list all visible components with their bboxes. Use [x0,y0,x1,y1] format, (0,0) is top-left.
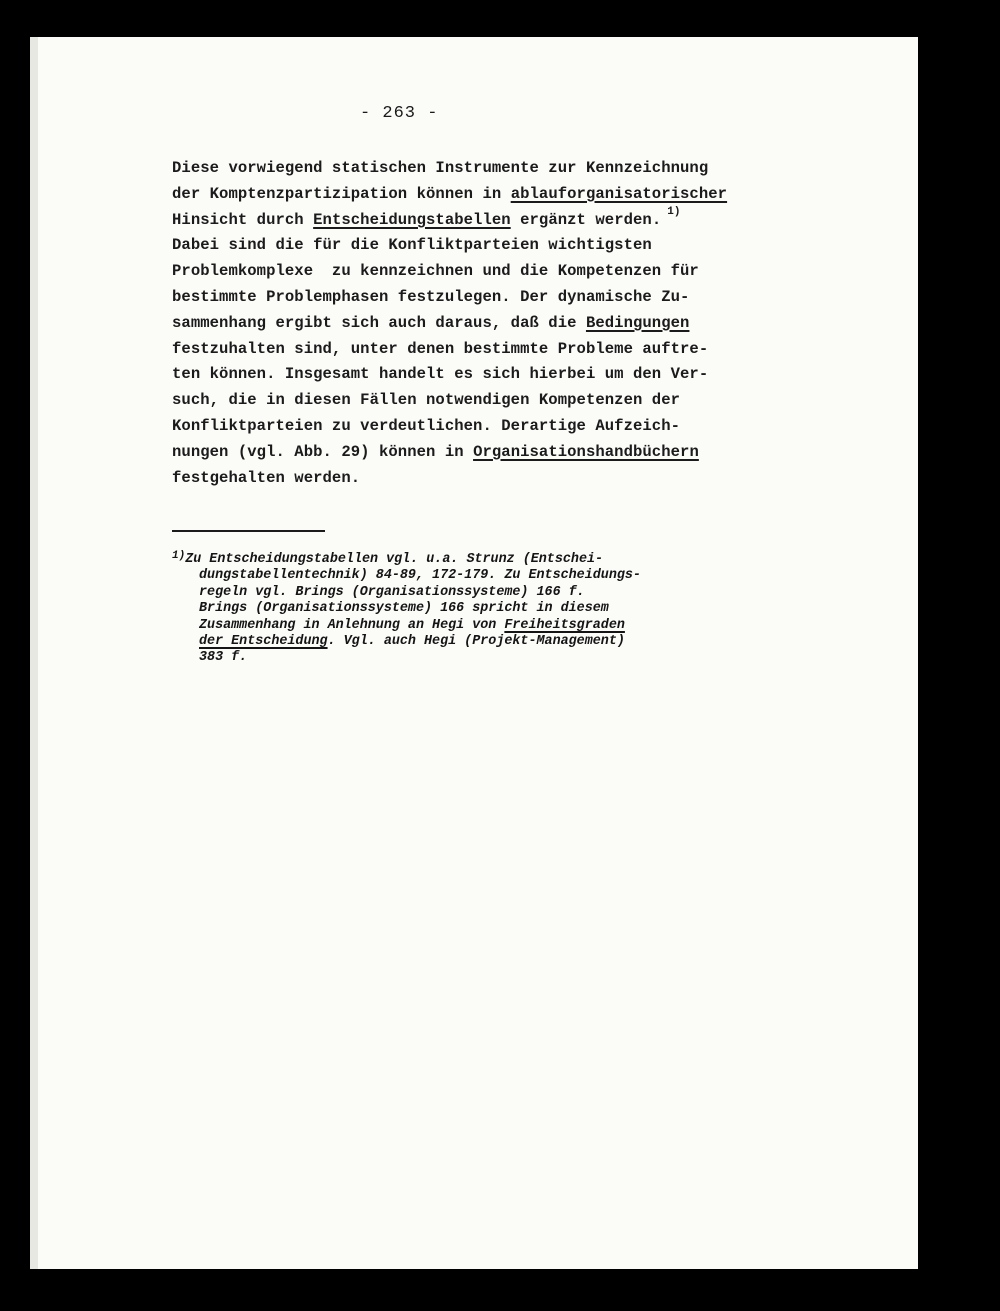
text-line [172,182,812,208]
text-line: Dabei sind die für die Konfliktparteien wichtigsten [172,236,652,255]
footnote-line: regeln vgl. Brings (Organisationssysteme) 166 f. [199,584,585,600]
text-span: . Vgl. auch Hegi (Projekt-Management) [327,633,625,649]
text-span: Hinsicht durch [172,210,314,229]
footnote-separator [172,530,325,532]
text-line: such, die in diesen Fällen notwendigen Kompetenzen der [172,391,681,410]
text-line: Diese vorwiegend statischen Instrumente zur Kennzeichnung [172,159,709,177]
text-span: Zusammenhang in Anlehnung an Hegi von [199,617,505,633]
text-span: ergänzt werden. [510,210,662,229]
text-line: Problemkomplexe zu kennzeichnen und die Kompetenzen für [172,262,699,281]
text-span: Zu Entscheidungstabellen vgl. u.a. Strunz (Entschei- [185,552,604,567]
footnote-line: dungstabellentechnik) 84-89, 172-179. Zu Entscheidungs- [199,568,641,584]
text-line [172,440,812,466]
text-span: sammenhang ergibt sich auch daraus, daß die [172,313,586,332]
text-line: bestimmte Problemphasen festzulegen. Der dynamische Zu- [172,287,690,306]
footnote-line [172,618,792,634]
footnote-line [172,552,792,568]
footnote-line: 383 f. [199,650,248,666]
footnote [172,552,792,667]
underlined-term: ablauforganisatorischer [510,184,728,203]
text-line [172,311,812,337]
text-line: Konfliktparteien zu verdeutlichen. Derartige Aufzeich- [172,416,681,435]
footnote-marker: 1) [172,550,186,562]
underlined-term: Organisationshandbüchern [473,442,699,461]
footnote-line: Brings (Organisationssysteme) 166 spricht in diesem [199,601,609,617]
footnote-reference: 1) [667,205,681,218]
page-number: - 263 - [360,104,439,123]
text-span: der Komptenzpartizipation können in [172,184,511,203]
body-paragraph [172,156,812,491]
underlined-term: Freiheitsgraden [504,617,625,633]
text-line: ten können. Insgesamt handelt es sich hierbei um den Ver- [172,365,709,384]
text-line [172,205,812,234]
text-line: festzuhalten sind, unter denen bestimmte Probleme auftre- [172,339,709,358]
footnote-line [172,634,792,650]
text-span: nungen (vgl. Abb. 29) können in [172,442,474,461]
underlined-term: der Entscheidung [199,633,328,649]
underlined-term: Bedingungen [585,313,690,332]
underlined-term: Entscheidungstabellen [313,210,511,229]
text-line: festgehalten werden. [172,468,361,487]
